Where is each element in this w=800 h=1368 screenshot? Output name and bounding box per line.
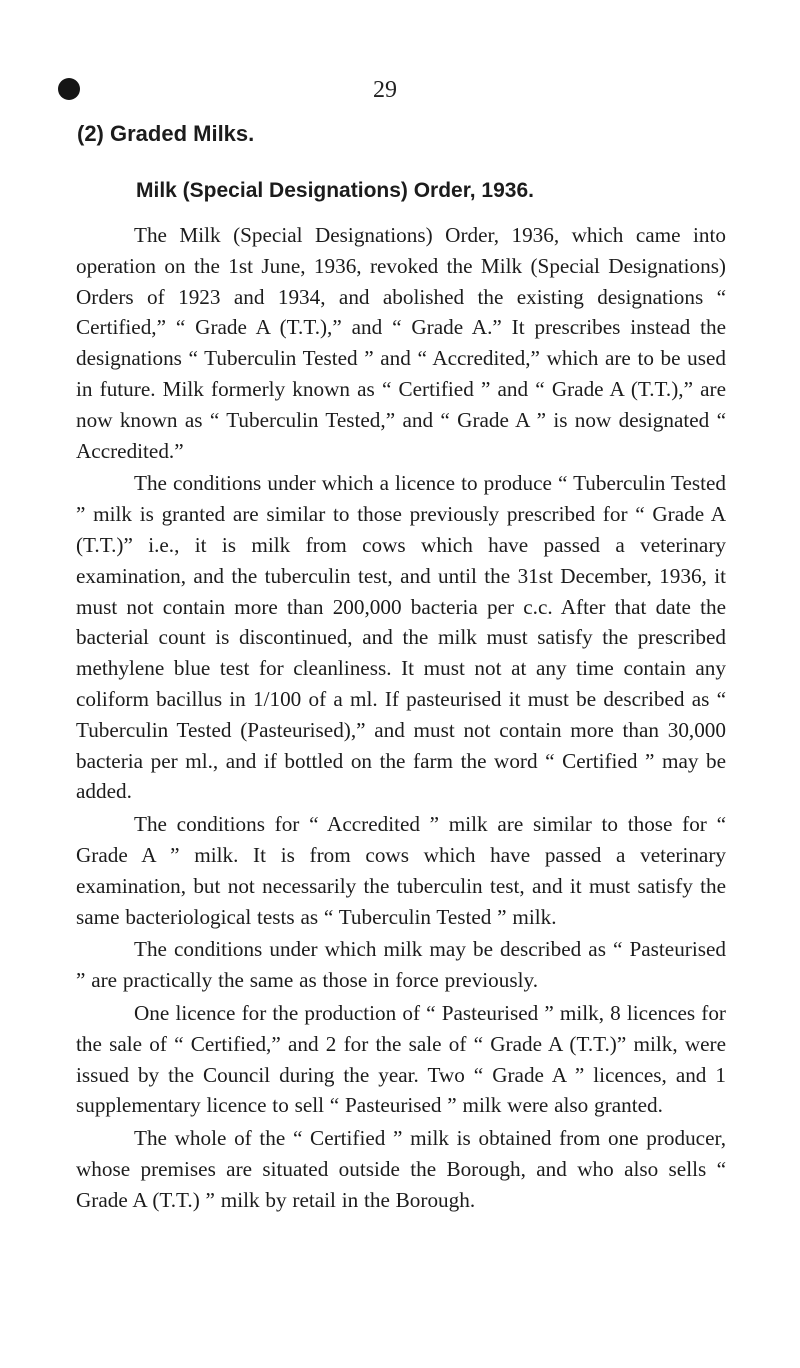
paragraph: The Milk (Special Designations) Order, 1936, which came into operation on the 1st June, 1936, revoked the Milk (Special Designations) Orders of 1923 and 1934, and abolished the existing designations “ Certified,” “ Grade A (T.T.),” and “ Grade A.” It prescribes instead the designations “ Tuberculin Tested ” and “ Accredited,” which are to be used in future. Milk formerly known as “ Certified ” and “ Grade A (T.T.),” are now known as “ Tuberculin Tested,” and “ Grade A ” is now designated “ Accredited.”: [76, 223, 726, 463]
paragraph: The whole of the “ Certified ” milk is obtained from one producer, whose premises are situated outside the Borough, and who also sells “ Grade A (T.T.) ” milk by retail in the Borough.: [76, 1126, 726, 1212]
order-title: Milk (Special Designations) Order, 1936.: [136, 179, 534, 202]
body-text: [76, 220, 726, 1218]
punch-hole: [58, 78, 80, 100]
paragraph: One licence for the production of “ Pasteurised ” milk, 8 licences for the sale of “ Certified,” and 2 for the sale of “ Grade A (T.T.)” milk, were issued by the Council during the year. Two “ Grade A ” licences, and 1 supplementary licence to sell “ Pasteurised ” milk were also granted.: [76, 1000, 726, 1118]
page-number: 29: [373, 77, 397, 103]
paragraph: The conditions under which milk may be described as “ Pasteurised ” are practically the same as those in force previously.: [76, 937, 726, 993]
paragraph: The conditions for “ Accredited ” milk are similar to those for “ Grade A ” milk. It is from cows which have passed a veterinary examination, but not necessarily the tuberculin test, and it must satisfy the same bacteriological tests as “ Tuberculin Tested ” milk.: [76, 812, 726, 929]
section-heading: (2) Graded Milks.: [77, 121, 255, 146]
paragraph: The conditions under which a licence to produce “ Tuberculin Tested ” milk is granted are similar to those previously prescribed for “ Grade A (T.T.)” i.e., it is milk from cows which have passed a veterinary examination, and the tuberculin test, and until the 31st December, 1936, it must not contain more than 200,000 bacteria per c.c. After that date the bacterial count is discontinued, and the milk must satisfy the prescribed methylene blue test for cleanliness. It must not at any time contain any coliform bacillus in 1/100 of a ml. If pasteurised it must be described as “ Tuberculin Tested (Pasteurised),” and must not contain more than 30,000 bacteria per ml., and if bottled on the farm the word “ Certified ” may be added.: [76, 471, 726, 804]
